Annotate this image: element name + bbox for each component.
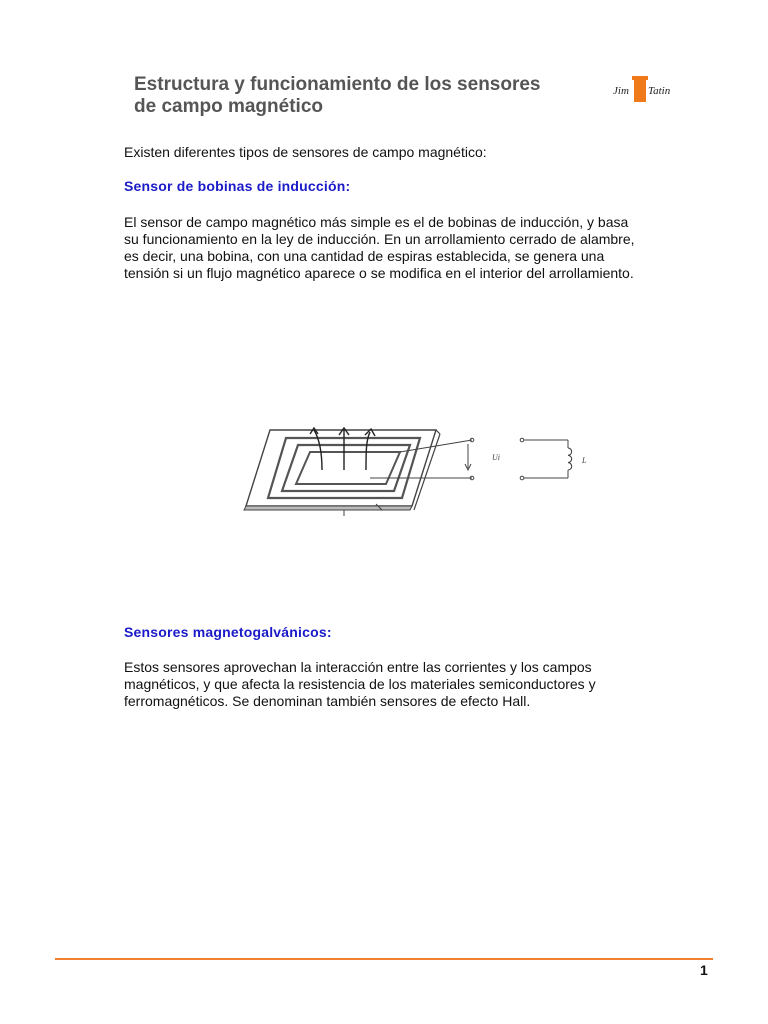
intro-text: Existen diferentes tipos de sensores de campo magnético: xyxy=(124,144,487,160)
title-line-2: de campo magnético xyxy=(134,96,323,117)
logo-icon xyxy=(612,76,674,102)
paragraph-line: es decir, una bobina, con una cantidad de espiras establecida, se genera una xyxy=(124,248,605,264)
paragraph-line: tensión si un flujo magnético aparece o se modifica en el interior del arrollamiento. xyxy=(124,265,634,281)
paragraph-induction xyxy=(124,214,704,282)
coil-plate xyxy=(246,430,436,506)
voltage-label: Ui xyxy=(492,453,500,462)
induction-coil-diagram xyxy=(240,418,600,518)
page-title xyxy=(134,74,604,118)
logo-text-left: Jim xyxy=(613,85,629,97)
paragraph-line: El sensor de campo magnético más simple es el de bobinas de inducción, y basa xyxy=(124,214,629,230)
paragraph-line: su funcionamiento en la ley de inducción. En un arrollamiento cerrado de alambre, xyxy=(124,231,635,247)
page-number: 1 xyxy=(700,962,708,978)
section-heading-magnetogalvanic: Sensores magnetogalvánicos: xyxy=(124,624,332,640)
inductance-label: L xyxy=(582,456,587,465)
inductor-symbol xyxy=(568,448,572,470)
section-heading-induction: Sensor de bobinas de inducción: xyxy=(124,178,351,194)
logo-text-right: Tatin xyxy=(648,85,671,97)
paragraph-magnetogalvanic xyxy=(124,659,704,710)
paragraph-line: Estos sensores aprovechan la interacción entre las corrientes y los campos xyxy=(124,659,592,675)
coil-turn xyxy=(296,452,400,484)
paragraph-line: magnéticos, y que afecta la resistencia de los materiales semiconductores y xyxy=(124,676,596,692)
title-line-1: Estructura y funcionamiento de los sensores xyxy=(134,74,541,95)
paragraph-line: ferromagnéticos. Se denominan también sensores de efecto Hall. xyxy=(124,693,531,709)
coil-plate-edge xyxy=(244,506,412,510)
footer-divider xyxy=(55,958,713,960)
flux-arrow xyxy=(314,430,322,470)
